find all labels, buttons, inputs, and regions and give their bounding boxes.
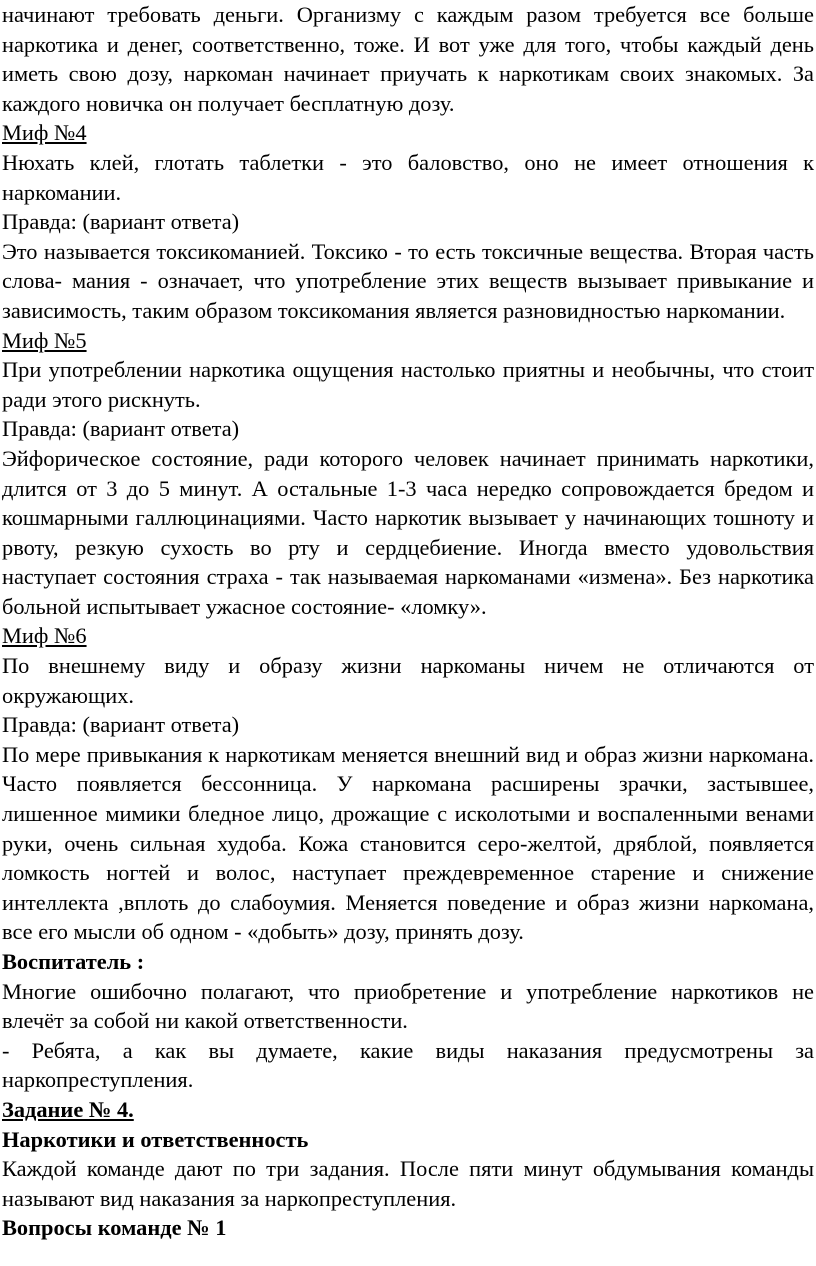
heading-task-4: Задание № 4.: [2, 1096, 134, 1122]
myth-6-statement: По внешнему виду и образу жизни наркоманы ничем не отличаются от окружающих.: [2, 653, 814, 708]
educator-question: - Ребята, а как вы думаете, какие виды наказания предусмотрены за наркопреступления.: [2, 1037, 814, 1093]
myth-5-statement: При употреблении наркотика ощущения настолько приятны и необычны, что стоит ради этого рискнуть.: [2, 357, 814, 412]
heading-questions-team-1: Вопросы команде № 1: [2, 1215, 227, 1241]
myth-4-truth-label: Правда: (вариант ответа): [2, 209, 240, 235]
educator-text: Многие ошибочно полагают, что приобретение и употребление наркотиков не влечёт за собой ни какой ответственности.: [2, 978, 814, 1034]
myth-5-truth-label: Правда: (вариант ответа): [2, 416, 240, 442]
heading-myth-4: Миф №4: [2, 120, 87, 146]
heading-myth-6: Миф №6: [2, 623, 87, 649]
myth-4-truth-text: Это называется токсикоманией. Токсико - то есть токсичные вещества. Вторая часть слова- мания - означает, что употребление этих веществ вызывает привыкание и зависимость, таким образом токсикомания является разновидностью наркомании.: [2, 238, 814, 323]
myth-5-truth-text: Эйфорическое состояние, ради которого человек начинает принимать наркотики, длится от 3 до 5 минут. А остальные 1-3 часа нередко сопровождается бредом и кошмарными галлюцинациями. Часто наркотик вызывает у начинающих тошноту и рвоту, резкую сухость во рту и сердцебиение. Иногда вместо удовольствия наступает состояния страха - так называемая наркоманами «измена». Без наркотика больной испытывает ужасное состояние- «ломку».: [2, 445, 814, 619]
myth-6-truth-text: По мере привыкания к наркотикам меняется внешний вид и образ жизни наркомана. Часто появляется бессонница. У наркомана расширены зрачки, застывшее, лишенное мимики бледное лицо, дрожащие с исколотыми и воспаленными венами руки, очень сильная худоба. Кожа становится серо-желтой, дряблой, появляется ломкость ногтей и волос, наступает преждевременное старение и снижение интеллекта ,вплоть до слабоумия. Меняется поведение и образ жизни наркомана, все его мысли об одном - «добыть» дозу, принять дозу.: [2, 741, 814, 945]
myth-4-statement: Нюхать клей, глотать таблетки - это баловство, оно не имеет отношения к наркомании.: [2, 149, 814, 205]
myth-6-truth-label: Правда: (вариант ответа): [2, 712, 240, 738]
heading-educator: Воспитатель :: [2, 949, 145, 974]
heading-myth-5: Миф №5: [2, 327, 87, 353]
task-4-title: Наркотики и ответственность: [2, 1126, 309, 1152]
paragraph-intro: начинают требовать деньги. Организму с каждым разом требуется все больше наркотика и денег, соответственно, тоже. И вот уже для того, чтобы каждый день иметь свою дозу, наркоман начинает приучать к наркотикам своих знакомых. За каждого новичка он получает бесплатную дозу.: [2, 2, 814, 116]
task-4-description: Каждой команде дают по три задания. После пяти минут обдумывания команды называют вид наказания за наркопреступления.: [2, 1156, 814, 1211]
